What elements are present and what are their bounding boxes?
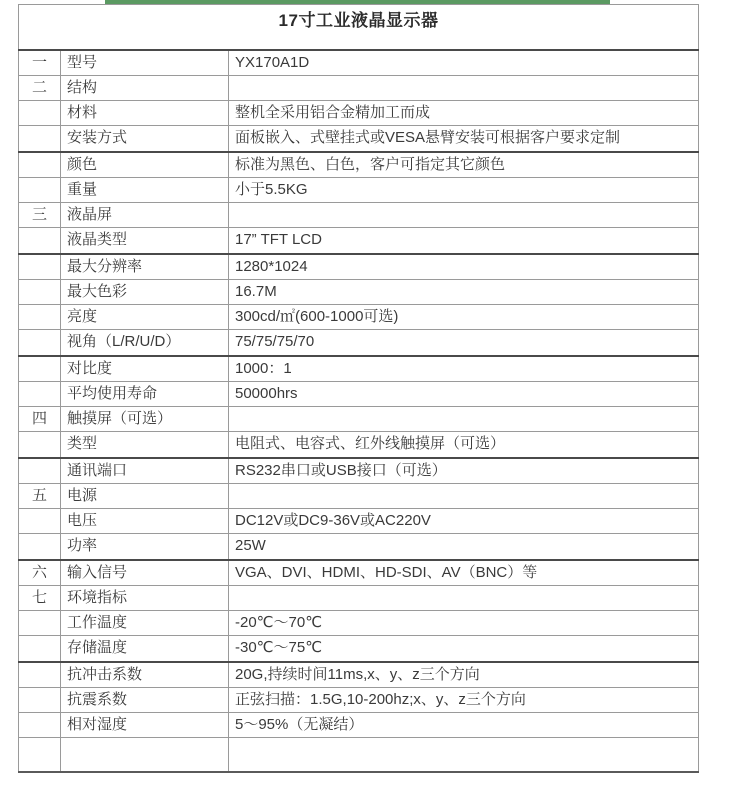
table-row	[19, 177, 699, 202]
table-row	[19, 534, 699, 560]
table-row	[19, 152, 699, 178]
row-index-cell	[19, 152, 61, 178]
row-label-cell: 功率	[61, 534, 229, 560]
table-row	[19, 662, 699, 688]
row-label-cell: 存储温度	[61, 636, 229, 662]
row-index-cell: 五	[19, 483, 61, 508]
row-label-cell: 抗冲击系数	[61, 662, 229, 688]
table-row	[19, 407, 699, 432]
table-row	[19, 50, 699, 76]
row-value-cell: VGA、DVI、HDMI、HD-SDI、AV（BNC）等	[229, 560, 699, 586]
row-index-cell: 二	[19, 75, 61, 100]
row-label-cell: 最大分辨率	[61, 254, 229, 280]
row-value-cell	[229, 203, 699, 228]
row-index-cell	[19, 381, 61, 406]
row-index-cell	[19, 713, 61, 738]
spec-table-container	[18, 4, 698, 773]
row-label-cell: 电源	[61, 483, 229, 508]
row-index-cell	[19, 101, 61, 126]
row-index-cell	[19, 636, 61, 662]
row-label-cell: 对比度	[61, 356, 229, 382]
table-row	[19, 356, 699, 382]
row-label-cell: 最大色彩	[61, 279, 229, 304]
row-index-cell	[19, 687, 61, 712]
row-label-cell: 液晶类型	[61, 228, 229, 254]
row-label-cell: 类型	[61, 432, 229, 458]
row-index-cell	[19, 534, 61, 560]
table-row	[19, 687, 699, 712]
table-row	[19, 483, 699, 508]
row-value-cell	[229, 585, 699, 610]
table-row	[19, 254, 699, 280]
row-value-cell: 300cd/㎡(600-1000可选)	[229, 305, 699, 330]
row-index-cell	[19, 662, 61, 688]
table-row	[19, 330, 699, 356]
row-value-cell: -30℃～75℃	[229, 636, 699, 662]
row-index-cell	[19, 177, 61, 202]
row-label-cell: 结构	[61, 75, 229, 100]
table-row	[19, 509, 699, 534]
row-value-cell	[229, 407, 699, 432]
table-row	[19, 305, 699, 330]
row-value-cell: 正弦扫描：1.5G,10-200hz;x、y、z三个方向	[229, 687, 699, 712]
row-value-cell: 17” TFT LCD	[229, 228, 699, 254]
row-value-cell: 小于5.5KG	[229, 177, 699, 202]
row-label-cell: 重量	[61, 177, 229, 202]
row-value-cell	[229, 483, 699, 508]
table-row	[19, 279, 699, 304]
row-value-cell: YX170A1D	[229, 50, 699, 76]
table-row	[19, 432, 699, 458]
row-value-cell	[229, 738, 699, 772]
title-cell	[19, 5, 699, 50]
row-index-cell	[19, 126, 61, 152]
table-row	[19, 203, 699, 228]
row-value-cell: 20G,持续时间11ms,x、y、z三个方向	[229, 662, 699, 688]
row-index-cell	[19, 330, 61, 356]
table-row	[19, 585, 699, 610]
title-row	[19, 5, 699, 50]
row-label-cell: 电压	[61, 509, 229, 534]
row-value-cell: 50000hrs	[229, 381, 699, 406]
row-label-cell: 颜色	[61, 152, 229, 178]
row-label-cell	[61, 738, 229, 772]
row-value-cell: 1280*1024	[229, 254, 699, 280]
row-value-cell: -20℃～70℃	[229, 611, 699, 636]
table-row	[19, 738, 699, 772]
row-label-cell: 环境指标	[61, 585, 229, 610]
table-row	[19, 713, 699, 738]
row-index-cell	[19, 458, 61, 484]
row-index-cell: 三	[19, 203, 61, 228]
row-label-cell: 平均使用寿命	[61, 381, 229, 406]
row-label-cell: 抗震系数	[61, 687, 229, 712]
table-row	[19, 636, 699, 662]
row-value-cell	[229, 75, 699, 100]
row-index-cell	[19, 254, 61, 280]
row-index-cell	[19, 356, 61, 382]
row-label-cell: 型号	[61, 50, 229, 76]
row-label-cell: 视角（L/R/U/D）	[61, 330, 229, 356]
row-value-cell: 电阻式、电容式、红外线触摸屏（可选）	[229, 432, 699, 458]
row-label-cell: 液晶屏	[61, 203, 229, 228]
row-label-cell: 材料	[61, 101, 229, 126]
row-value-cell: 5～95%（无凝结）	[229, 713, 699, 738]
row-value-cell: DC12V或DC9-36V或AC220V	[229, 509, 699, 534]
row-value-cell: 标准为黑色、白色，客户可指定其它颜色	[229, 152, 699, 178]
row-index-cell: 四	[19, 407, 61, 432]
table-row	[19, 611, 699, 636]
table-row	[19, 458, 699, 484]
row-index-cell: 一	[19, 50, 61, 76]
row-value-cell: 面板嵌入、式壁挂式或VESA悬臂安装可根据客户要求定制	[229, 126, 699, 152]
spec-table-body	[19, 5, 699, 772]
specification-table	[18, 4, 699, 773]
row-label-cell: 安装方式	[61, 126, 229, 152]
row-index-cell	[19, 509, 61, 534]
row-index-cell: 六	[19, 560, 61, 586]
row-label-cell: 亮度	[61, 305, 229, 330]
table-row	[19, 75, 699, 100]
table-row	[19, 228, 699, 254]
row-label-cell: 工作温度	[61, 611, 229, 636]
page-title: 17寸工业液晶显示器	[278, 11, 439, 30]
row-index-cell: 七	[19, 585, 61, 610]
row-value-cell: 16.7M	[229, 279, 699, 304]
row-index-cell	[19, 432, 61, 458]
row-value-cell: 25W	[229, 534, 699, 560]
row-label-cell: 相对湿度	[61, 713, 229, 738]
row-value-cell: 整机全采用铝合金精加工而成	[229, 101, 699, 126]
row-label-cell: 输入信号	[61, 560, 229, 586]
row-index-cell	[19, 279, 61, 304]
row-index-cell	[19, 228, 61, 254]
row-index-cell	[19, 738, 61, 772]
row-value-cell: 1000：1	[229, 356, 699, 382]
table-row	[19, 381, 699, 406]
row-label-cell: 通讯端口	[61, 458, 229, 484]
table-row	[19, 126, 699, 152]
table-row	[19, 560, 699, 586]
row-index-cell	[19, 305, 61, 330]
row-value-cell: 75/75/75/70	[229, 330, 699, 356]
row-label-cell: 触摸屏（可选）	[61, 407, 229, 432]
table-row	[19, 101, 699, 126]
row-value-cell: RS232串口或USB接口（可选）	[229, 458, 699, 484]
row-index-cell	[19, 611, 61, 636]
